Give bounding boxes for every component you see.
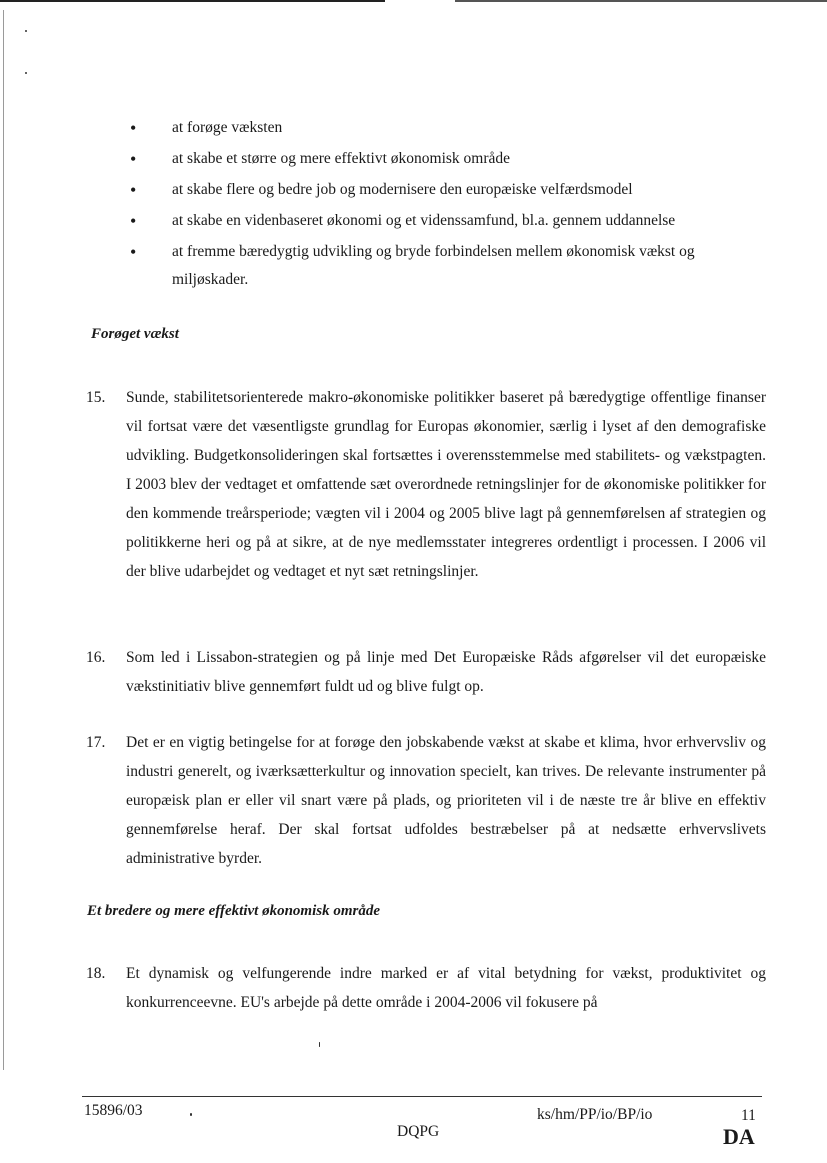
scan-top-border — [0, 0, 385, 2]
paragraph-17 — [86, 728, 766, 873]
footer-doc-number: 15896/03 — [84, 1102, 143, 1119]
bullet-icon: • — [130, 242, 137, 262]
scan-left-edge — [3, 10, 4, 1070]
paragraph-text: Sunde, stabilitetsorienterede makro-økonomiske politikker baseret på bæredygtige offentlige finanser vil fortsat være det væsentligste grundlag for Europas økonomier, særlig i lyset af den demografiske udvikling. Budgetkonsolideringen skal fortsættes i overensstemmelse med stabilitets- og vækstpagten. I 2003 blev der vedtaget et omfattende sæt overordnede retningslinjer for de økonomiske politikker for den kommende treårsperiode; vægten vil i 2004 og 2005 blive lagt på gennemførelsen af strategien og politikkerne heri og på at sikre, at de nye medlemsstater integreres ordentligt i processen. I 2006 vil der blive udarbejdet og vedtaget et nyt sæt retningslinjer. — [126, 389, 766, 580]
footer-department: DQPG — [397, 1123, 440, 1140]
paragraph-text: Et dynamisk og velfungerende indre marked er af vital betydning for vækst, produktivitet og konkurrenceevne. EU's arbejde på dette område i 2004-2006 vil fokusere på — [126, 965, 766, 1011]
paragraph-text: Som led i Lissabon-strategien og på linje med Det Europæiske Råds afgørelser vil det europæiske vækstinitiativ blive gennemført fuldt ud og blive fulgt op. — [126, 649, 766, 695]
section-heading-economic-area: Et bredere og mere effektivt økonomisk område — [87, 903, 381, 919]
paragraph-16 — [86, 643, 766, 701]
footer-page-number: 11 — [741, 1107, 756, 1124]
scan-speck — [190, 1113, 192, 1116]
bullet-icon: • — [130, 149, 137, 169]
list-item — [130, 207, 770, 235]
list-item — [130, 145, 770, 173]
bullet-text: at fremme bæredygtig udvikling og bryde forbindelsen mellem økonomisk vækst og miljøskader. — [172, 243, 695, 288]
bullet-text: at skabe en videnbaseret økonomi og et videnssamfund, bl.a. gennem uddannelse — [172, 212, 676, 229]
paragraph-text: Det er en vigtig betingelse for at forøge den jobskabende vækst at skabe et klima, hvor erhvervsliv og industri generelt, og iværksætterkultur og innovation specielt, kan trives. De relevante instrumenter på europæisk plan er eller vil snart være på plads, og prioriteten vil i de næste tre år blive en effektiv gennemførelse heraf. Der skal fortsat udfoldes bestræbelser på at nedsætte erhvervslivets administrative byrder. — [126, 734, 766, 867]
bullet-text: at skabe et større og mere effektivt økonomisk område — [172, 150, 511, 167]
scan-speck — [319, 1042, 320, 1047]
scan-top-border — [455, 0, 827, 2]
paragraph-number: 15. — [86, 389, 106, 406]
paragraph-number: 18. — [86, 965, 106, 982]
paragraph-15 — [86, 383, 766, 586]
bullet-icon: • — [130, 118, 137, 138]
list-item — [130, 176, 770, 204]
paragraph-number: 16. — [86, 649, 106, 666]
footer-language-code: DA — [723, 1124, 755, 1149]
paragraph-18 — [86, 959, 766, 1017]
list-item — [130, 114, 770, 142]
bullet-text: at forøge væksten — [172, 119, 283, 136]
bullet-text: at skabe flere og bedre job og modernisere den europæiske velfærdsmodel — [172, 181, 633, 198]
objectives-bullet-list — [130, 114, 770, 297]
scan-speck — [25, 72, 27, 74]
scan-speck — [25, 30, 27, 32]
paragraph-number: 17. — [86, 734, 106, 751]
list-item — [130, 238, 770, 294]
footer-divider — [82, 1096, 762, 1097]
bullet-icon: • — [130, 211, 137, 231]
footer-reference: ks/hm/PP/io/BP/io — [537, 1106, 653, 1123]
bullet-icon: • — [130, 180, 137, 200]
section-heading-growth: Forøget vækst — [91, 326, 179, 342]
